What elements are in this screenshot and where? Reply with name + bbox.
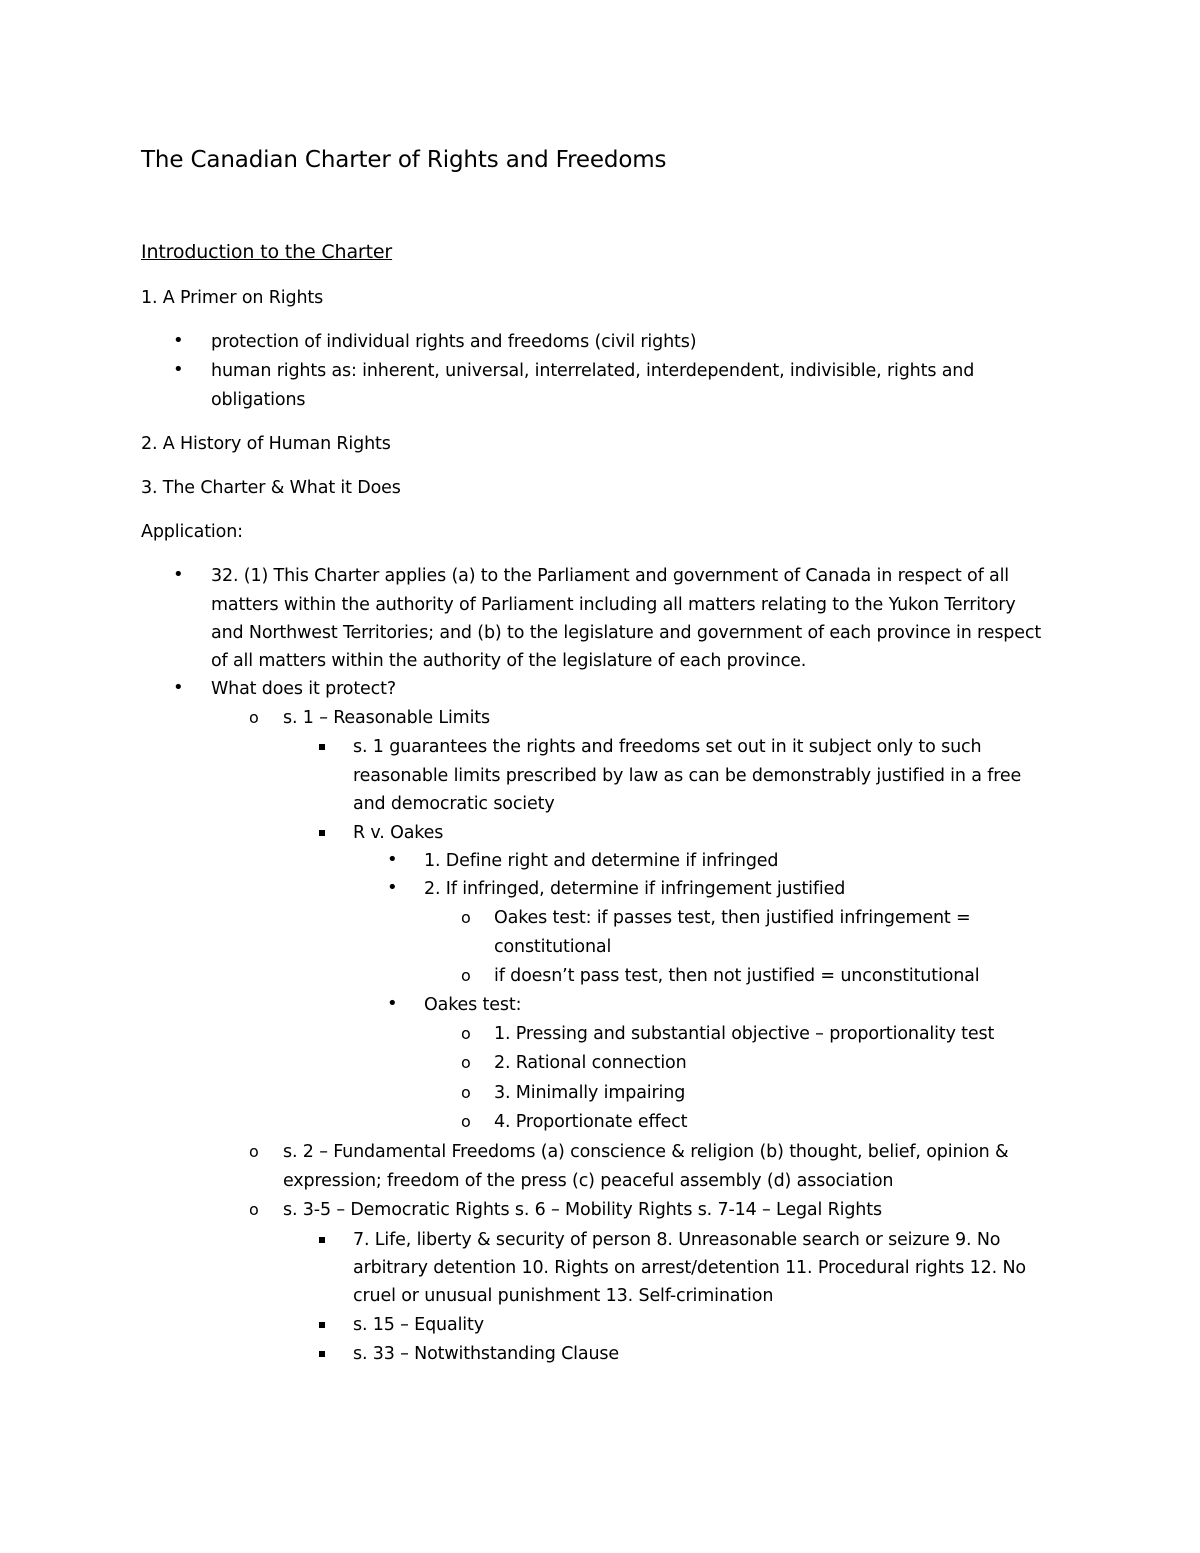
list-item: if doesn’t pass test, then not justified = unconstitutional <box>494 966 980 986</box>
section-heading: Introduction to the Charter <box>141 241 393 263</box>
list-item-continuation: and democratic society <box>353 794 555 814</box>
list-item: s. 15 – Equality <box>353 1315 484 1335</box>
list-item: protection of individual rights and freedoms (civil rights) <box>211 332 697 352</box>
square-marker <box>319 744 325 750</box>
bullet-marker: • <box>387 849 398 870</box>
document-title: The Canadian Charter of Rights and Freedoms <box>141 147 667 173</box>
list-item: s. 33 – Notwithstanding Clause <box>353 1344 619 1364</box>
list-item: s. 2 – Fundamental Freedoms (a) conscience & religion (b) thought, belief, opinion & <box>283 1142 1009 1162</box>
numbered-item: 2. A History of Human Rights <box>141 434 391 454</box>
list-item: 7. Life, liberty & security of person 8. Unreasonable search or seizure 9. No <box>353 1230 1001 1250</box>
list-item: 32. (1) This Charter applies (a) to the Parliament and government of Canada in respect of all <box>211 566 1009 586</box>
list-item-continuation: obligations <box>211 390 306 410</box>
circle-marker: o <box>461 1024 471 1043</box>
square-marker <box>319 1351 325 1357</box>
list-item: s. 3-5 – Democratic Rights s. 6 – Mobility Rights s. 7-14 – Legal Rights <box>283 1200 882 1220</box>
list-item-continuation: arbitrary detention 10. Rights on arrest/detention 11. Procedural rights 12. No <box>353 1258 1026 1278</box>
list-item: 1. Define right and determine if infringed <box>424 851 779 871</box>
list-item: 2. If infringed, determine if infringement justified <box>424 879 846 899</box>
list-item-continuation: of all matters within the authority of the legislature of each province. <box>211 651 807 671</box>
circle-marker: o <box>461 1112 471 1131</box>
list-item-continuation: expression; freedom of the press (c) peaceful assembly (d) association <box>283 1171 894 1191</box>
circle-marker: o <box>249 1200 259 1219</box>
circle-marker: o <box>461 966 471 985</box>
circle-marker: o <box>461 1083 471 1102</box>
bullet-marker: • <box>387 877 398 898</box>
circle-marker: o <box>461 1053 471 1072</box>
bullet-marker: • <box>387 993 398 1014</box>
list-item-continuation: and Northwest Territories; and (b) to the legislature and government of each province in respect <box>211 623 1042 643</box>
square-marker <box>319 1322 325 1328</box>
list-item: 4. Proportionate effect <box>494 1112 688 1132</box>
list-item: 1. Pressing and substantial objective – proportionality test <box>494 1024 995 1044</box>
list-item: s. 1 guarantees the rights and freedoms set out in it subject only to such <box>353 737 982 757</box>
bullet-marker: • <box>173 330 184 351</box>
bullet-marker: • <box>173 359 184 380</box>
list-item-continuation: cruel or unusual punishment 13. Self-crimination <box>353 1286 774 1306</box>
square-marker <box>319 830 325 836</box>
bullet-marker: • <box>173 564 184 585</box>
list-item: Oakes test: if passes test, then justified infringement = <box>494 908 971 928</box>
list-item: What does it protect? <box>211 679 396 699</box>
list-item: human rights as: inherent, universal, interrelated, interdependent, indivisible, rights and <box>211 361 975 381</box>
list-item-continuation: matters within the authority of Parliament including all matters relating to the Yukon Territory <box>211 595 1016 615</box>
list-item: Oakes test: <box>424 995 522 1015</box>
circle-marker: o <box>461 908 471 927</box>
circle-marker: o <box>249 1142 259 1161</box>
list-item: s. 1 – Reasonable Limits <box>283 708 490 728</box>
paragraph-label: Application: <box>141 522 243 542</box>
list-item-continuation: reasonable limits prescribed by law as can be demonstrably justified in a free <box>353 766 1022 786</box>
numbered-item: 3. The Charter & What it Does <box>141 478 401 498</box>
list-item: 3. Minimally impairing <box>494 1083 686 1103</box>
bullet-marker: • <box>173 677 184 698</box>
square-marker <box>319 1237 325 1243</box>
list-item-continuation: constitutional <box>494 937 612 957</box>
numbered-item: 1. A Primer on Rights <box>141 288 324 308</box>
circle-marker: o <box>249 708 259 727</box>
list-item: 2. Rational connection <box>494 1053 687 1073</box>
list-item: R v. Oakes <box>353 823 444 843</box>
